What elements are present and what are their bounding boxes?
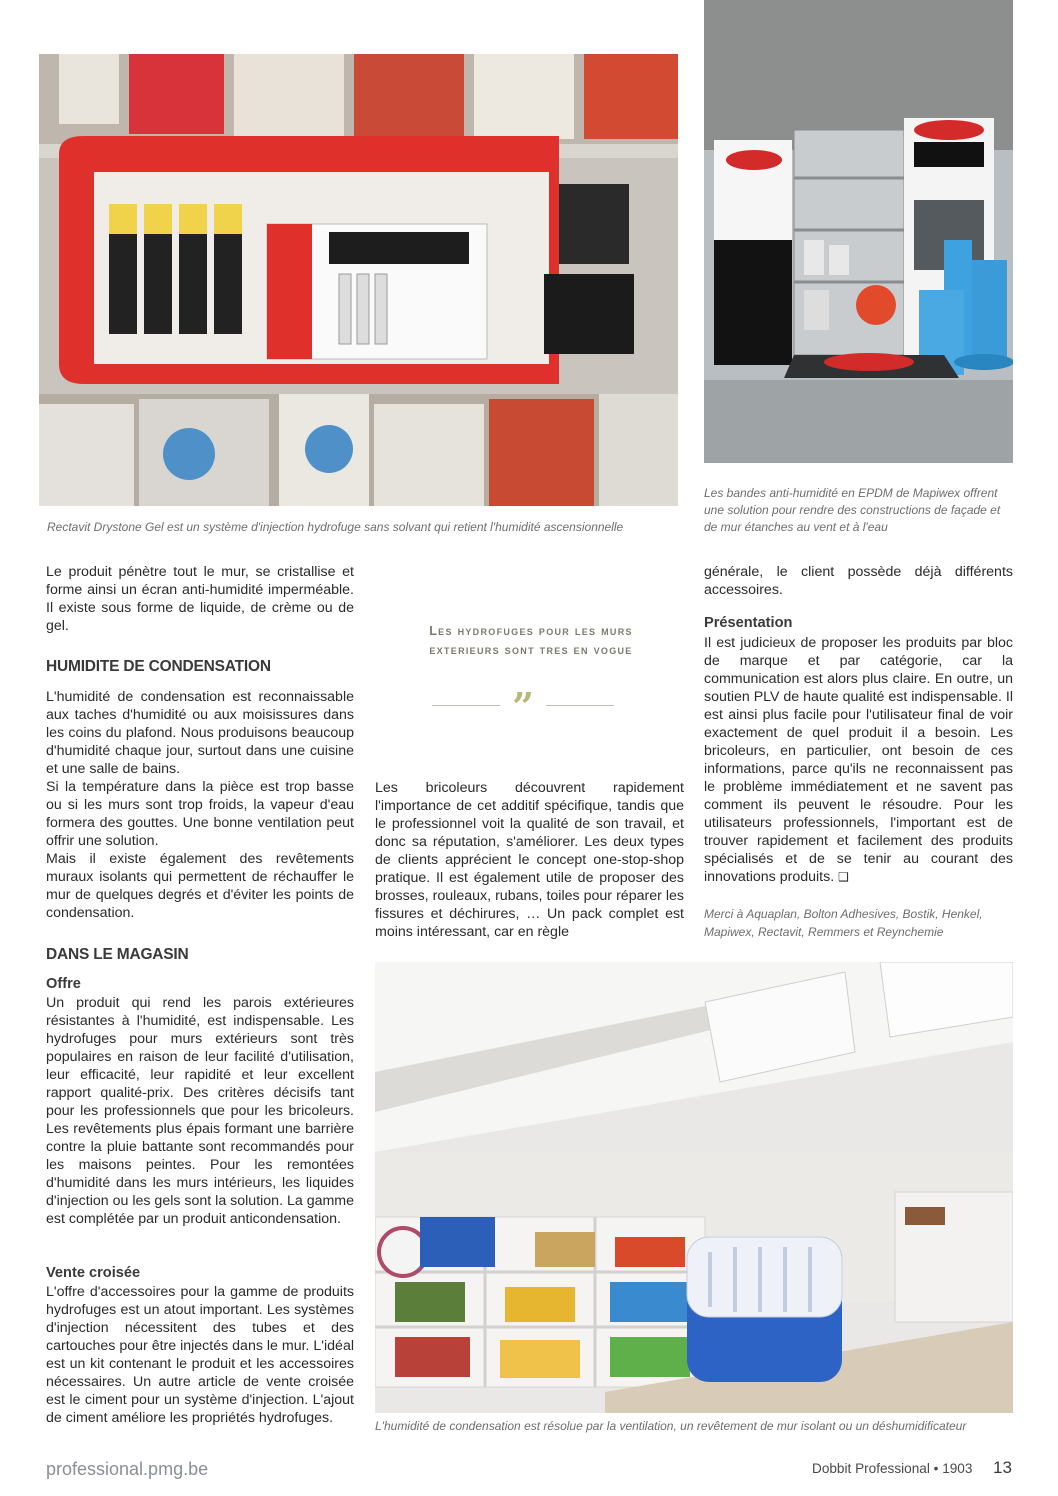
footer-publication: Dobbit Professional • 1903 — [812, 1461, 973, 1476]
quote-mark-icon: ” — [512, 684, 534, 729]
quote-rule-right — [546, 705, 614, 706]
col1-condensation — [46, 688, 354, 922]
end-of-article-icon: ❑ — [838, 870, 849, 884]
subheading-vente-croisee: Vente croisée — [46, 1265, 141, 1281]
col1-intro: Le produit pénètre tout le mur, se cristallise et forme ainsi un écran anti-humidité imperméable. Il existe sous forme de liquide, de crème ou de gel. — [46, 564, 354, 634]
offre-paragraph: Un produit qui rend les parois extérieures résistantes à l'humidité, est indispensable. Les hydrofuges pour murs extérieurs sont très populaires en raison de leur facilité d'utilisation, leur efficacité, leur rapidité et leur excellent rapport qualité-prix. Des critères décisifs tant pour les professionnels que pour les bricoleurs. Les revêtements plus épais formant une barrière contre la pluie battante sont recommandés pour les maisons peintes. Pour les remontées d'humidité dans les murs intérieurs, les liquides d'injection ou les gels sont la solution. La gamme est complétée par un produit anticondensation. — [46, 995, 354, 1227]
pull-quote: Les hydrofuges pour les murs exterieurs sont tres en vogue — [429, 624, 633, 657]
condensation-paragraph-3: Mais il existe également des revêtements muraux isolants qui permettent de réchauffer le mur de quelques degrés et d'éviter les points de condensation. — [46, 851, 354, 921]
page-number: 13 — [993, 1458, 1012, 1477]
heading-dans-le-magasin: DANS LE MAGASIN — [46, 946, 189, 963]
col3-continuation: générale, le client possède déjà différents accessoires. — [704, 564, 1013, 598]
rubbercover-photo-caption: Les bandes anti-humidité en EPDM de Mapiwex offrent une solution pour rendre des constructions de façade et de mur étanches au vent et à l'eau — [704, 486, 1001, 534]
attic-photo-caption: L'humidité de condensation est résolue par la ventilation, un revêtement de mur isolant ou un déshumidificateur — [375, 1419, 967, 1433]
footer-website-link[interactable]: professional.pmg.be — [46, 1459, 209, 1479]
quote-rule-left — [432, 705, 500, 706]
vente-paragraph: L'offre d'accessoires pour la gamme de produits hydrofuges est un atout important. Les systèmes d'injection nécessitent des tubes et des cartouches pour être injectés dans le mur. L'idéal est un kit contenant le produit et les accessoires nécessaires. Un autre article de vente croisée est le ciment pour un système d'injection. L'ajout de ciment améliore les propriétés hydrofuges. — [46, 1284, 354, 1426]
attic-photo — [375, 962, 1013, 1413]
subheading-presentation: Présentation — [704, 615, 793, 631]
shelf-photo — [39, 54, 678, 506]
presentation-text: Il est judicieux de proposer les produits par bloc de marque et par catégorie, car la communication est alors plus claire. En outre, un soutien PLV de haute qualité est indispensable. Il est ainsi plus facile pour l'utilisateur final de voir exactement de quel produit il a besoin. Les bricoleurs, en particulier, ont besoin de ces informations, parce qu'ils ne reconnaissent pas le problème immédiatement et ne savent pas comment ils peuvent le résoudre. Pour les utilisateurs professionnels, l'important est de trouver rapidement et facilement des produits spécialisés et de se tenir au courant des innovations produits. — [704, 635, 1013, 885]
condensation-paragraph-2: Si la température dans la pièce est trop basse ou si les murs sont trop froids, la vapeur d'eau formera des gouttes. Une bonne ventilation peut offrir une solution. — [46, 779, 354, 849]
subheading-offre: Offre — [46, 976, 81, 992]
col2-body: Les bricoleurs découvrent rapidement l'importance de cet additif spécifique, tandis que le professionnel voit la qualité de son travail, et donc sa réputation, s'améliorer. Les deux types de clients apprécient le concept one-stop-shop pratique. Il est également utile de proposer des brosses, rouleaux, rubans, toiles pour réparer les fissures et déchirures, … Un pack complet est moins intéressant, car en règle — [375, 780, 684, 940]
rubbercover-photo — [704, 0, 1013, 463]
condensation-paragraph-1: L'humidité de condensation est reconnaissable aux taches d'humidité ou aux moisissures dans les coins du plafond. Nous produisons beaucoup d'humidité chaque jour, surtout dans une cuisine et une salle de bains. — [46, 689, 354, 777]
presentation-paragraph — [704, 634, 1013, 886]
shelf-photo-caption: Rectavit Drystone Gel est un système d'injection hydrofuge sans solvant qui retient l'humidité ascensionnelle — [47, 520, 624, 534]
heading-humidite-condensation: HUMIDITE DE CONDENSATION — [46, 658, 271, 675]
thanks-note: Merci à Aquaplan, Bolton Adhesives, Bostik, Henkel, Mapiwex, Rectavit, Remmers et Reynchemie — [704, 907, 983, 939]
